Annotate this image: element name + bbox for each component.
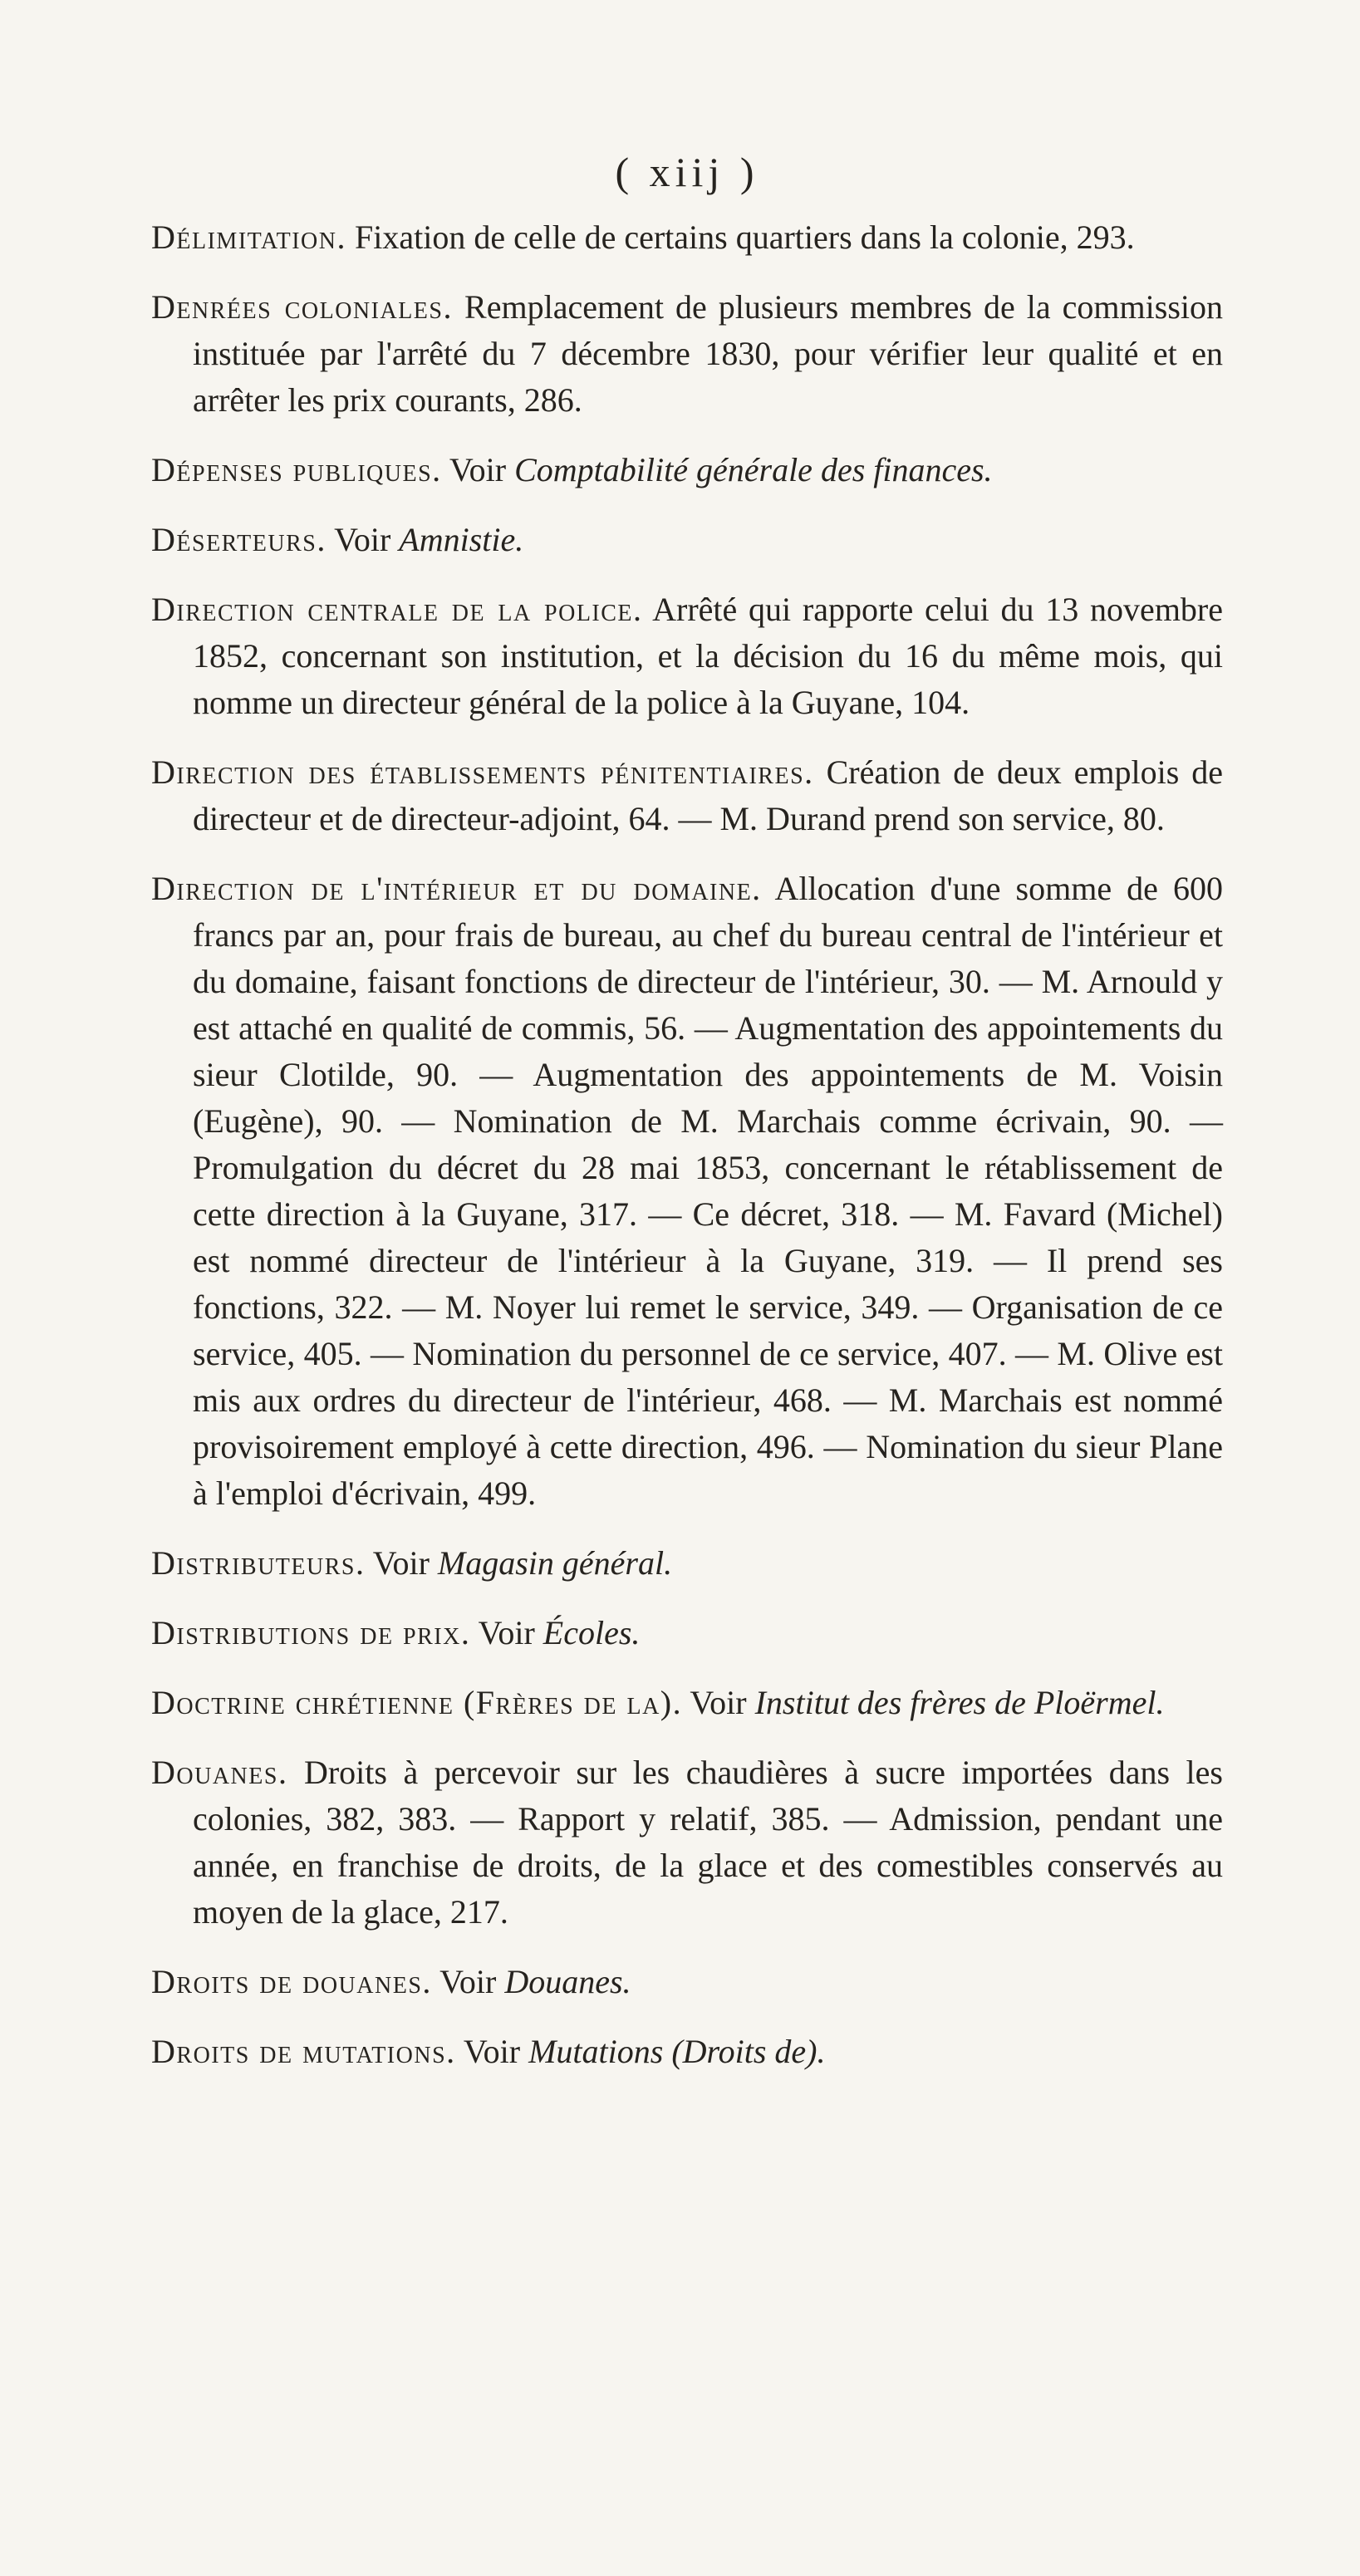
index-entry-denrees-coloniales — [151, 284, 1223, 424]
entry-text: Remplacement de plusieurs membres de la commission instituée par l'arrêté du 7 décembre 1830, pour vérifier leur qualité et en arrêter les prix courants, 286. — [193, 288, 1223, 419]
entry-heading: Direction de l'intérieur et du domaine. — [151, 870, 762, 907]
index-entry-doctrine-chretienne — [151, 1680, 1223, 1726]
entry-heading: Déserteurs. — [151, 521, 326, 558]
entry-heading: Denrées coloniales. — [151, 288, 453, 326]
cross-reference: Écoles. — [543, 1614, 641, 1651]
index-entry-distributions-prix — [151, 1610, 1223, 1656]
entry-text: Arrêté qui rapporte celui du 13 novembre 1852, concernant son institution, et la décision du 16 du même mois, qui nomme un directeur général de la police à la Guyane, 104. — [193, 591, 1224, 721]
entry-heading: Doctrine chrétienne (Frères de la). — [151, 1684, 683, 1721]
entry-heading: Délimitation. — [151, 218, 346, 256]
cross-reference: Douanes. — [504, 1963, 631, 2000]
cross-reference: Comptabilité générale des finances. — [514, 451, 993, 488]
index-page — [151, 148, 1223, 2098]
index-entry-droits-mutations — [151, 2029, 1223, 2075]
cross-reference: Amnistie. — [399, 521, 524, 558]
entry-heading: Direction centrale de la police. — [151, 591, 643, 628]
entry-text: Voir — [365, 1544, 438, 1582]
index-entry-douanes — [151, 1749, 1223, 1936]
entry-text: Création de deux emplois de directeur et de directeur-adjoint, 64. — M. Durand prend son service, 80. — [193, 753, 1223, 837]
entry-heading: Distributions de prix. — [151, 1614, 471, 1651]
entry-text: Voir — [470, 1614, 543, 1651]
cross-reference: Institut des frères de Ploërmel. — [754, 1684, 1165, 1721]
entry-text: Voir — [441, 451, 515, 488]
entry-text: Voir — [326, 521, 400, 558]
index-entry-direction-penitentiaires — [151, 749, 1223, 842]
entry-text: Voir — [455, 2033, 529, 2070]
index-entry-deserteurs — [151, 517, 1223, 563]
entry-heading: Direction des établissements pénitentiaires. — [151, 753, 814, 791]
entry-heading: Droits de douanes. — [151, 1963, 432, 2000]
cross-reference: Mutations (Droits de). — [528, 2033, 826, 2070]
entry-text: Droits à percevoir sur les chaudières à sucre importées dans les colonies, 382, 383. — Rapport y relatif, 385. — Admission, pendant une année, en franchise de droits, de la glace et des comestibles conservés au moyen de la glace, 217. — [193, 1754, 1223, 1931]
entry-heading: Distributeurs. — [151, 1544, 366, 1582]
cross-reference: Magasin général. — [437, 1544, 673, 1582]
index-entry-depenses-publiques — [151, 447, 1223, 493]
entry-text: Voir — [431, 1963, 505, 2000]
entry-heading: Douanes. — [151, 1754, 288, 1791]
entry-heading: Dépenses publiques. — [151, 451, 442, 488]
index-entry-direction-police — [151, 586, 1223, 726]
page-number: ( xiij ) — [615, 149, 759, 195]
index-entry-direction-interieur — [151, 866, 1223, 1517]
entry-heading: Droits de mutations. — [151, 2033, 456, 2070]
index-entry-droits-douanes — [151, 1959, 1223, 2005]
entry-text: Fixation de celle de certains quartiers dans la colonie, 293. — [346, 218, 1135, 256]
entry-text: Allocation d'une somme de 600 francs par an, pour frais de bureau, au chef du bureau central de l'intérieur et du domaine, faisant fonctions de directeur de l'intérieur, 30. — M. Arnould y est attaché en qualité de commis, 56. — Augmentation des appointements du sieur Clotilde, 90. — Augmentation des appointements de M. Voisin (Eugène), 90. — Nomination de M. Marchais comme écrivain, 90. — Promulgation du décret du 28 mai 1853, concernant le rétablissement de cette direction à la Guyane, 317. — Ce décret, 318. — M. Favard (Michel) est nommé directeur de l'intérieur à la Guyane, 319. — Il prend ses fonctions, 322. — M. Noyer lui remet le service, 349. — Organisation de ce service, 405. — Nomination du personnel de ce service, 407. — M. Olive est mis aux ordres du directeur de l'intérieur, 468. — M. Marchais est nommé provisoirement employé à cette direction, 496. — Nomination du sieur Plane à l'emploi d'écrivain, 499. — [193, 870, 1223, 1512]
entry-text: Voir — [682, 1684, 755, 1721]
index-entry-distributeurs — [151, 1540, 1223, 1587]
index-entry-delimitation — [151, 214, 1223, 261]
